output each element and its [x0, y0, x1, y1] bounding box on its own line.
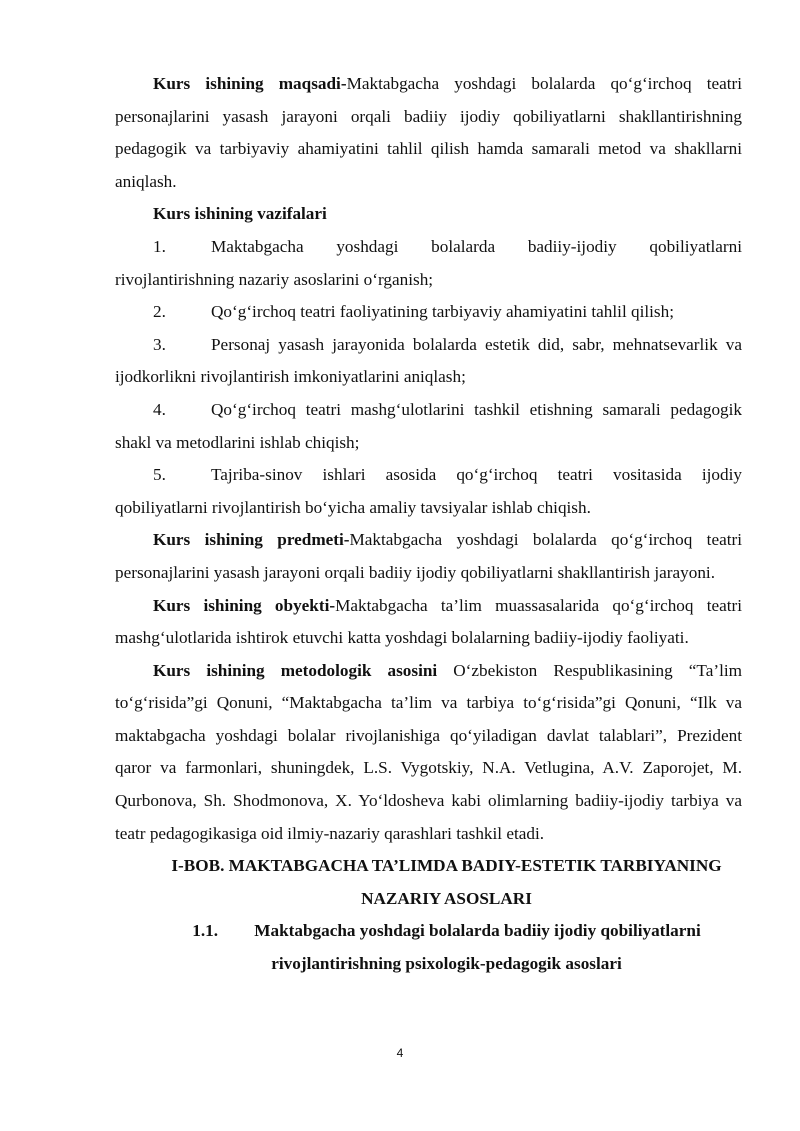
list-item-text: Tajriba-sinov ishlari asosida qo‘g‘irchoq teatri vositasida ijodiy qobiliyatlarni rivojlantirish bo‘yicha amaliy tavsiyalar ishlab chiqish.	[115, 465, 742, 517]
tasks-list	[115, 231, 742, 524]
list-item-text: Personaj yasash jarayonida bolalarda estetik did, sabr, mehnatsevarlik va ijodkorlikni rivojlantirish imkoniyatlarini aniqlash;	[115, 334, 742, 387]
section-number: 1.1.	[192, 921, 219, 941]
goal-text: Maktabgacha yoshdagi bolalarda qo‘g‘irchoq teatri personajlarini yasash jarayoni orqali badiiy ijodiy qobiliyatlarni shakllantirishning pedagogik va tarbiyaviy ahamiyatini tahlil qilish hamda samarali metod va shakllarni aniqlash.	[115, 74, 743, 191]
list-item-number: 4.	[153, 399, 166, 419]
goal-paragraph	[115, 68, 742, 198]
section-title: Maktabgacha yoshdagi bolalarda badiiy ijodiy qobiliyatlarni rivojlantirishning psixologik-pedagogik asoslari	[254, 921, 701, 974]
list-item-text: Qo‘g‘irchoq teatri mashg‘ulotlarini tashkil etishning samarali pedagogik shakl va metodlarini ishlab chiqish;	[115, 399, 742, 452]
chapter-title: I-BOB. MAKTABGACHA TA’LIMDA BADIY-ESTETIK TARBIYANING NAZARIY ASOSLARI	[171, 856, 722, 908]
object-label: Kurs ishining obyekti-	[153, 595, 336, 615]
document-body	[115, 68, 742, 981]
list-item-number: 5.	[153, 465, 166, 485]
list-item-number: 2.	[153, 302, 166, 322]
list-item	[115, 329, 742, 394]
list-item-number: 1.	[153, 236, 166, 256]
subject-paragraph	[115, 524, 742, 589]
object-paragraph	[115, 590, 742, 655]
methodology-text: O‘zbekiston Respublikasining “Ta’lim to‘g‘risida”gi Qonuni, “Maktabgacha ta’lim va tarbiya to‘g‘risida”gi Qonuni, “Ilk va maktabgacha yoshdagi bolalar rivojlanishiga qo‘yiladigan davlat talablari”, Prezident qaror va farmonlari, shuningdek, L.S. Vygotskiy, N.A. Vetlugina, A.V. Zaporojet, M. Qurbonova, Sh. Shodmonova, X. Yo‘ldosheva kabi olimlarning badiiy-ijodiy tarbiya va teatr pedagogikasiga oid ilmiy-nazariy qarashlari tashkil etadi.	[115, 660, 743, 843]
list-item	[115, 296, 742, 329]
subject-text: Maktabgacha yoshdagi bolalarda qo‘g‘irchoq teatri personajlarini yasash jarayoni orqali badiiy ijodiy qobiliyatlarni shakllantirish jarayoni.	[115, 530, 742, 582]
list-item	[115, 394, 742, 459]
section-heading	[115, 915, 742, 980]
goal-label: Kurs ishining maqsadi-	[153, 74, 347, 93]
subject-label: Kurs ishining predmeti-	[153, 530, 350, 550]
methodology-label: Kurs ishining metodologik asosini	[153, 660, 438, 680]
object-text: Maktabgacha ta’lim muassasalarida qo‘g‘irchoq teatri mashg‘ulotlarida ishtirok etuvchi katta yoshdagi bolalarning badiiy-ijodiy faoliyati.	[115, 595, 743, 648]
list-item-text: Qo‘g‘irchoq teatri faoliyatining tarbiyaviy ahamiyatini tahlil qilish;	[211, 302, 674, 322]
list-item-number: 3.	[153, 334, 166, 354]
list-item	[115, 459, 742, 524]
page-number: 4	[396, 1046, 404, 1060]
tasks-heading: Kurs ishining vazifalari	[153, 204, 327, 224]
list-item-text: Maktabgacha yoshdagi bolalarda badiiy-ijodiy qobiliyatlarni rivojlantirishning nazariy asoslarini o‘rganish;	[115, 236, 742, 289]
methodology-paragraph	[115, 655, 742, 851]
list-item	[115, 231, 742, 296]
